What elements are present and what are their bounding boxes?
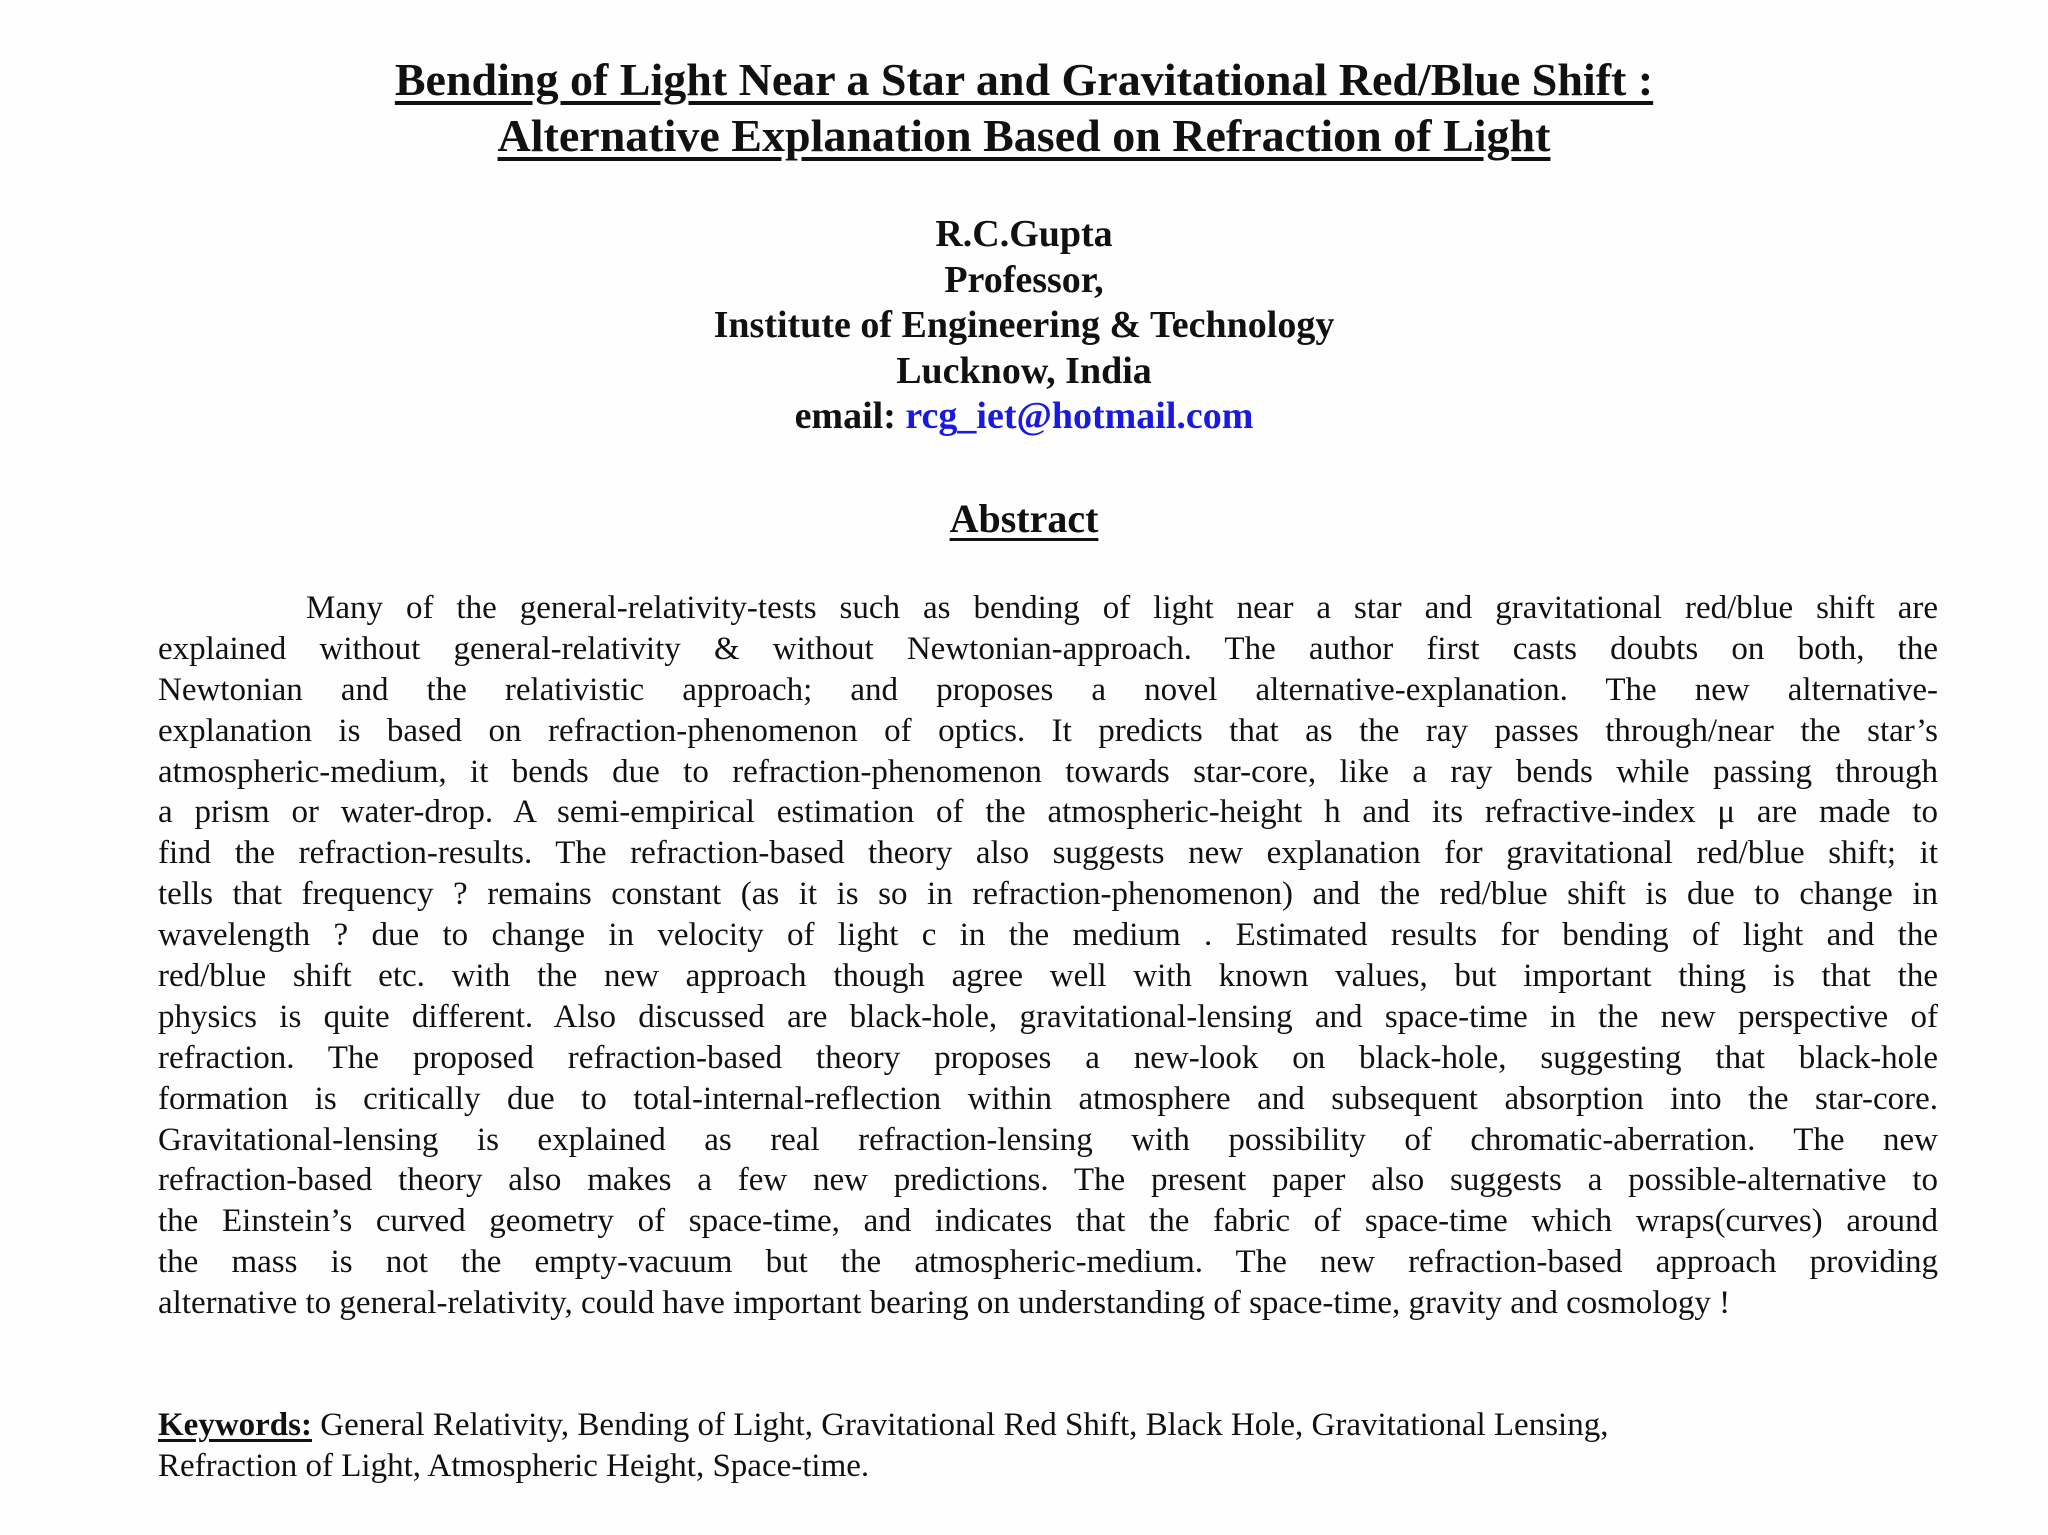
abstract-line: formation is critically due to total-internal-reflection within atmosphere and subsequent absorption into the star-core. [158, 1080, 1938, 1117]
abstract-line: the Einstein’s curved geometry of space-time, and indicates that the fabric of space-time which wraps(curves) around [158, 1203, 1938, 1240]
title-text-2: Alternative Explanation Based on Refraction of Light [497, 110, 1551, 161]
author-email-line [0, 394, 2048, 440]
abstract-line: refraction. The proposed refraction-based theory proposes a new-look on black-hole, suggesting that black-hole [158, 1039, 1938, 1076]
title-line-1 [0, 52, 2048, 108]
title-line-2 [0, 108, 2048, 164]
author-position: Professor, [944, 258, 1104, 301]
keywords-label: Keywords: [158, 1407, 312, 1443]
keywords-text-1: General Relativity, Bending of Light, Gravitational Red Shift, Black Hole, Gravitational Lensing, [311, 1407, 1609, 1443]
abstract-line: a prism or water-drop. A semi-empirical estimation of the atmospheric-height h and its refractive-index μ are made to [158, 794, 1938, 831]
abstract-line: the mass is not the empty-vacuum but the atmospheric-medium. The new refraction-based approach providing [158, 1244, 1938, 1281]
abstract-line: wavelength ? due to change in velocity of light c in the medium . Estimated results for bending of light and the [158, 917, 1938, 954]
abstract-line: find the refraction-results. The refraction-based theory also suggests new explanation for gravitational red/blue shift; it [158, 835, 1938, 872]
author-name: R.C.Gupta [935, 213, 1113, 255]
abstract-line: Many of the general-relativity-tests such as bending of light near a star and gravitational red/blue shift are [306, 590, 1938, 626]
keywords-section [158, 1405, 1938, 1487]
abstract-line: Newtonian and the relativistic approach; and proposes a novel alternative-explanation. The new alternative- [158, 671, 1938, 708]
abstract-line: red/blue shift etc. with the new approach though agree well with known values, but important thing is that the [158, 958, 1938, 995]
abstract-body [158, 588, 1938, 1324]
title-text-1: Bending of Light Near a Star and Gravitational Red/Blue Shift : [394, 54, 1654, 105]
author-location: Lucknow, India [896, 349, 1152, 392]
abstract-heading-text: Abstract [949, 496, 1099, 541]
abstract-line: atmospheric-medium, it bends due to refraction-phenomenon towards star-core, like a ray bends while passing through [158, 753, 1938, 790]
abstract-line: explained without general-relativity & without Newtonian-approach. The author first casts doubts on both, the [158, 630, 1938, 667]
keywords-line-2: Refraction of Light, Atmospheric Height, Space-time. [158, 1448, 870, 1484]
author-block [0, 212, 2048, 440]
email-label: email: [794, 395, 906, 437]
abstract-line: physics is quite different. Also discussed are black-hole, gravitational-lensing and space-time in the new perspective of [158, 998, 1938, 1035]
abstract-line: Gravitational-lensing is explained as real refraction-lensing with possibility of chromatic-aberration. The new [158, 1121, 1938, 1158]
keywords-line-1 [158, 1405, 1938, 1446]
abstract-line: tells that frequency ? remains constant (as it is so in refraction-phenomenon) and the red/blue shift is due to change in [158, 876, 1938, 913]
abstract-line: refraction-based theory also makes a few new predictions. The present paper also suggests a possible-alternative to [158, 1162, 1938, 1199]
abstract-line: alternative to general-relativity, could have important bearing on understanding of space-time, gravity and cosmology ! [158, 1285, 1731, 1322]
paper-title [0, 52, 2048, 164]
abstract-heading [0, 494, 2048, 544]
author-institute: Institute of Engineering & Technology [713, 304, 1335, 346]
abstract-line: explanation is based on refraction-phenomenon of optics. It predicts that as the ray passes through/near the star’s [158, 712, 1938, 749]
email-link[interactable]: rcg_iet@hotmail.com [905, 395, 1254, 437]
